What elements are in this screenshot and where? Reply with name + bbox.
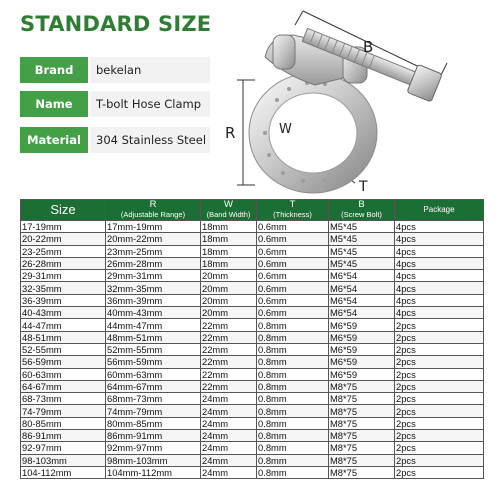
cell-package: 2pcs [395, 442, 484, 454]
header-b-sub: (Screw Bolt) [341, 210, 382, 219]
cell-thickness: 0.8mm [257, 368, 329, 380]
cell-range: 48mm-51mm [106, 331, 201, 343]
cell-range: 104mm-112mm [106, 466, 201, 478]
label-b: B [363, 38, 374, 56]
cell-range: 86mm-91mm [106, 430, 201, 442]
table-row [21, 245, 484, 257]
cell-screw-bolt: M8*75 [329, 466, 395, 478]
hose-clamp-illustration [225, 5, 495, 195]
cell-screw-bolt: M5*45 [329, 233, 395, 245]
cell-screw-bolt: M6*54 [329, 307, 395, 319]
table-row [21, 380, 484, 392]
cell-package: 2pcs [395, 454, 484, 466]
cell-screw-bolt: M8*75 [329, 405, 395, 417]
cell-band-width: 18mm [201, 233, 257, 245]
cell-screw-bolt: M6*54 [329, 282, 395, 294]
cell-package: 4pcs [395, 245, 484, 257]
cell-size: 68-73mm [21, 393, 106, 405]
spec-value: T-bolt Hose Clamp [90, 91, 210, 117]
label-w: W [279, 122, 292, 137]
cell-band-width: 18mm [201, 245, 257, 257]
cell-thickness: 0.6mm [257, 270, 329, 282]
cell-thickness: 0.8mm [257, 356, 329, 368]
cell-thickness: 0.6mm [257, 245, 329, 257]
cell-range: 23mm-25mm [106, 245, 201, 257]
cell-range: 68mm-73mm [106, 393, 201, 405]
table-row [21, 257, 484, 269]
cell-package: 2pcs [395, 430, 484, 442]
cell-package: 2pcs [395, 393, 484, 405]
cell-screw-bolt: M6*54 [329, 294, 395, 306]
cell-size: 20-22mm [21, 233, 106, 245]
cell-band-width: 24mm [201, 430, 257, 442]
cell-screw-bolt: M5*45 [329, 257, 395, 269]
cell-thickness: 0.8mm [257, 331, 329, 343]
cell-size: 92-97mm [21, 442, 106, 454]
header-w-sub: (Band Width) [206, 210, 251, 219]
spec-row-brand [20, 57, 210, 83]
cell-package: 2pcs [395, 331, 484, 343]
table-row [21, 356, 484, 368]
cell-band-width: 18mm [201, 221, 257, 233]
cell-package: 4pcs [395, 294, 484, 306]
spec-label: Brand [20, 57, 88, 83]
cell-size: 60-63mm [21, 368, 106, 380]
cell-package: 2pcs [395, 405, 484, 417]
header-w [201, 200, 257, 221]
cell-thickness: 0.8mm [257, 454, 329, 466]
cell-package: 4pcs [395, 221, 484, 233]
header-b [329, 200, 395, 221]
table-row [21, 466, 484, 478]
cell-screw-bolt: M5*45 [329, 245, 395, 257]
cell-band-width: 22mm [201, 356, 257, 368]
cell-size: 44-47mm [21, 319, 106, 331]
cell-band-width: 24mm [201, 442, 257, 454]
cell-screw-bolt: M6*59 [329, 331, 395, 343]
label-r: R [225, 124, 236, 142]
cell-package: 2pcs [395, 380, 484, 392]
cell-thickness: 0.6mm [257, 233, 329, 245]
cell-range: 17mm-19mm [106, 221, 201, 233]
cell-thickness: 0.6mm [257, 221, 329, 233]
cell-screw-bolt: M6*59 [329, 368, 395, 380]
cell-screw-bolt: M8*75 [329, 417, 395, 429]
cell-thickness: 0.8mm [257, 417, 329, 429]
header-size: Size [21, 200, 106, 221]
cell-band-width: 24mm [201, 393, 257, 405]
table-row [21, 454, 484, 466]
cell-range: 20mm-22mm [106, 233, 201, 245]
cell-package: 2pcs [395, 417, 484, 429]
cell-size: 26-28mm [21, 257, 106, 269]
cell-package: 2pcs [395, 356, 484, 368]
cell-package: 4pcs [395, 307, 484, 319]
cell-thickness: 0.8mm [257, 343, 329, 355]
cell-package: 2pcs [395, 368, 484, 380]
cell-band-width: 24mm [201, 454, 257, 466]
header-w-label: W [224, 199, 233, 210]
table-row [21, 319, 484, 331]
cell-range: 36mm-39mm [106, 294, 201, 306]
cell-band-width: 22mm [201, 319, 257, 331]
cell-thickness: 0.8mm [257, 393, 329, 405]
table-row [21, 331, 484, 343]
cell-band-width: 24mm [201, 466, 257, 478]
cell-size: 23-25mm [21, 245, 106, 257]
cell-screw-bolt: M8*75 [329, 454, 395, 466]
cell-band-width: 18mm [201, 257, 257, 269]
cell-screw-bolt: M8*75 [329, 442, 395, 454]
table-row [21, 430, 484, 442]
cell-screw-bolt: M6*59 [329, 319, 395, 331]
cell-range: 40mm-43mm [106, 307, 201, 319]
cell-range: 92mm-97mm [106, 442, 201, 454]
cell-package: 4pcs [395, 233, 484, 245]
cell-screw-bolt: M6*59 [329, 343, 395, 355]
cell-range: 44mm-47mm [106, 319, 201, 331]
cell-package: 2pcs [395, 343, 484, 355]
cell-package: 2pcs [395, 319, 484, 331]
table-row [21, 368, 484, 380]
cell-band-width: 22mm [201, 368, 257, 380]
cell-package: 4pcs [395, 270, 484, 282]
table-row [21, 393, 484, 405]
cell-band-width: 22mm [201, 343, 257, 355]
cell-thickness: 0.6mm [257, 294, 329, 306]
cell-thickness: 0.6mm [257, 282, 329, 294]
table-row [21, 282, 484, 294]
cell-size: 32-35mm [21, 282, 106, 294]
header-package: Package [395, 200, 484, 221]
cell-band-width: 22mm [201, 380, 257, 392]
cell-range: 29mm-31mm [106, 270, 201, 282]
table-row [21, 307, 484, 319]
cell-band-width: 24mm [201, 417, 257, 429]
spec-row-name [20, 91, 210, 117]
cell-range: 32mm-35mm [106, 282, 201, 294]
cell-range: 52mm-55mm [106, 343, 201, 355]
cell-size: 80-85mm [21, 417, 106, 429]
size-table [20, 199, 484, 479]
cell-package: 4pcs [395, 257, 484, 269]
header-b-label: B [358, 199, 365, 210]
table-row [21, 417, 484, 429]
table-row [21, 221, 484, 233]
clamp-diagram [225, 5, 495, 195]
cell-size: 17-19mm [21, 221, 106, 233]
cell-size: 36-39mm [21, 294, 106, 306]
cell-screw-bolt: M8*75 [329, 430, 395, 442]
table-header-row [21, 200, 484, 221]
table-row [21, 343, 484, 355]
cell-package: 2pcs [395, 466, 484, 478]
cell-thickness: 0.8mm [257, 405, 329, 417]
table-row [21, 233, 484, 245]
cell-size: 52-55mm [21, 343, 106, 355]
header-r [106, 200, 201, 221]
cell-range: 74mm-79mm [106, 405, 201, 417]
cell-size: 56-59mm [21, 356, 106, 368]
spec-label: Name [20, 91, 88, 117]
cell-range: 60mm-63mm [106, 368, 201, 380]
cell-thickness: 0.8mm [257, 466, 329, 478]
spec-value: bekelan [90, 57, 210, 83]
spec-row-material [20, 127, 210, 153]
cell-range: 26mm-28mm [106, 257, 201, 269]
cell-range: 80mm-85mm [106, 417, 201, 429]
table-body [21, 221, 484, 479]
cell-thickness: 0.8mm [257, 442, 329, 454]
spec-label: Material [20, 127, 88, 153]
cell-size: 29-31mm [21, 270, 106, 282]
spec-value: 304 Stainless Steel [90, 127, 210, 153]
cell-screw-bolt: M8*75 [329, 393, 395, 405]
table-row [21, 270, 484, 282]
table-row [21, 294, 484, 306]
cell-range: 56mm-59mm [106, 356, 201, 368]
header-t [257, 200, 329, 221]
cell-range: 98mm-103mm [106, 454, 201, 466]
table-row [21, 405, 484, 417]
label-t: T [359, 179, 368, 195]
table-row [21, 442, 484, 454]
cell-range: 64mm-67mm [106, 380, 201, 392]
cell-screw-bolt: M6*59 [329, 356, 395, 368]
cell-band-width: 24mm [201, 405, 257, 417]
cell-thickness: 0.6mm [257, 307, 329, 319]
cell-size: 104-112mm [21, 466, 106, 478]
header-r-label: R [149, 199, 157, 210]
page-title: STANDARD SIZE [20, 12, 212, 36]
cell-size: 86-91mm [21, 430, 106, 442]
cell-size: 40-43mm [21, 307, 106, 319]
cell-thickness: 0.6mm [257, 257, 329, 269]
cell-size: 64-67mm [21, 380, 106, 392]
cell-screw-bolt: M8*75 [329, 380, 395, 392]
cell-size: 48-51mm [21, 331, 106, 343]
cell-band-width: 20mm [201, 294, 257, 306]
cell-band-width: 20mm [201, 282, 257, 294]
cell-size: 98-103mm [21, 454, 106, 466]
header-t-sub: (Thickness) [273, 210, 312, 219]
header-r-sub: (Adjustable Range) [120, 210, 186, 219]
cell-thickness: 0.8mm [257, 319, 329, 331]
cell-thickness: 0.8mm [257, 380, 329, 392]
cell-screw-bolt: M6*54 [329, 270, 395, 282]
cell-package: 4pcs [395, 282, 484, 294]
cell-band-width: 20mm [201, 270, 257, 282]
cell-band-width: 20mm [201, 307, 257, 319]
cell-band-width: 22mm [201, 331, 257, 343]
header-t-label: T [289, 199, 296, 210]
cell-size: 74-79mm [21, 405, 106, 417]
cell-screw-bolt: M5*45 [329, 221, 395, 233]
cell-thickness: 0.8mm [257, 430, 329, 442]
